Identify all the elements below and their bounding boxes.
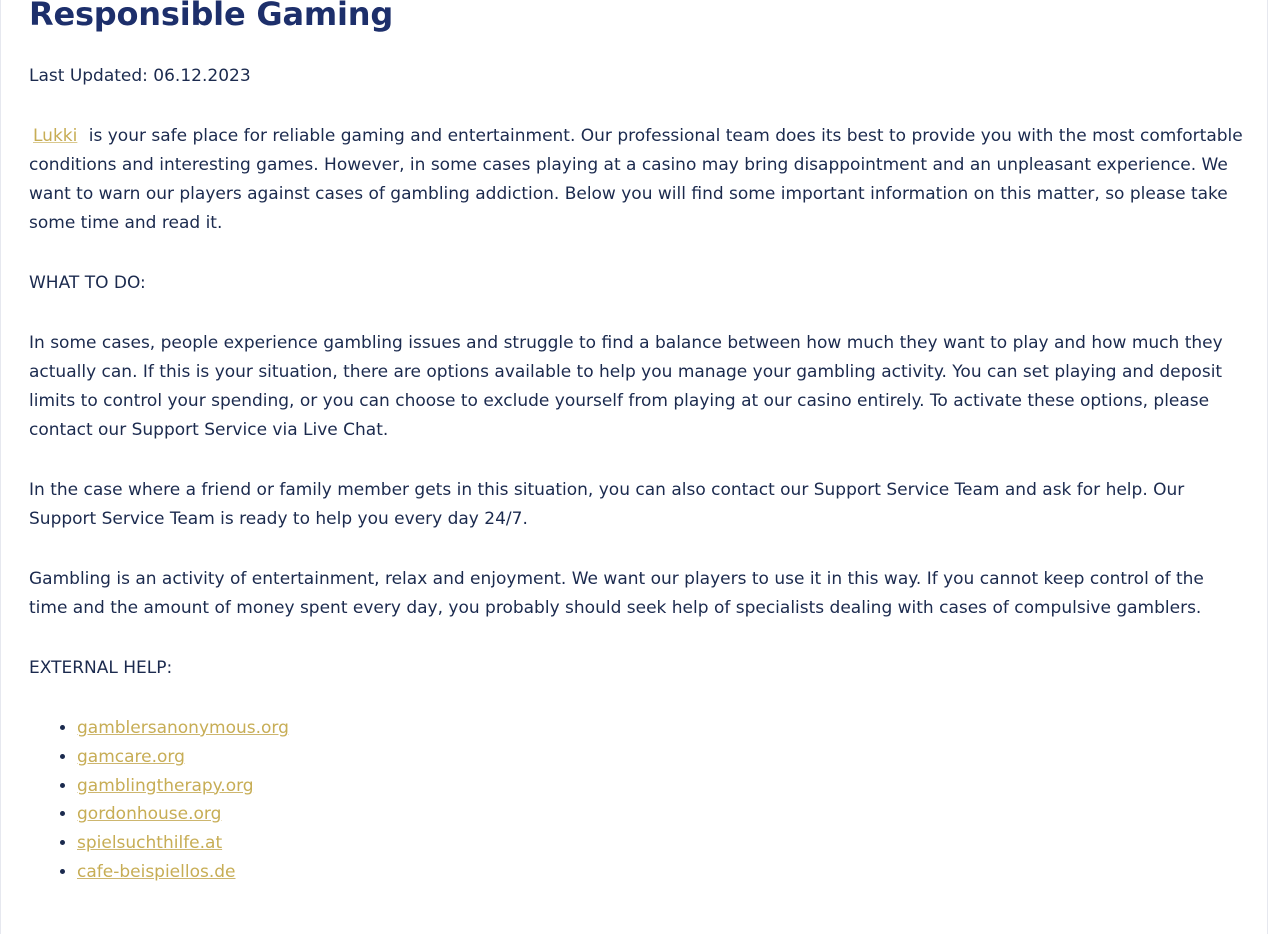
intro-text: is your safe place for reliable gaming and entertainment. Our professional team does its best to provide you with the most comfortable conditions and interesting games. However, in some cases playing at a casino may bring disappointment and an unpleasant experience. We want to warn our players against cases of gambling addiction. Below you will find some important information on this matter, so please take some time and read it. [29, 126, 1243, 233]
link-gamblersanonymous[interactable]: gamblersanonymous.org [77, 718, 289, 738]
list-item [77, 858, 1244, 887]
list-item [77, 714, 1244, 743]
link-gordonhouse[interactable]: gordonhouse.org [77, 804, 222, 825]
external-help-list [29, 714, 1244, 887]
list-item [77, 772, 1244, 801]
last-updated: Last Updated: 06.12.2023 [29, 66, 251, 86]
link-spielsuchthilfe[interactable]: spielsuchthilfe.at [77, 833, 223, 854]
article [29, 0, 1244, 887]
friend-family-paragraph: In the case where a friend or family member gets in this situation, you can also contact our Support Service Team and ask for help. Our Support Service Team is ready to help you every day 24/7. [29, 480, 1185, 529]
options-paragraph: In some cases, people experience gambling issues and struggle to find a balance between how much they want to play and how much they actually can. If this is your situation, there are options available to help you manage your gambling activity. You can set playing and deposit limits to control your spending, or you can choose to exclude yourself from playing at our casino entirely. To activate these options, please contact our Support Service via Live Chat. [29, 333, 1223, 440]
page-title: Responsible Gaming [29, 0, 394, 33]
list-item [77, 800, 1244, 829]
entertainment-paragraph: Gambling is an activity of entertainment, relax and enjoyment. We want our players to use it in this way. If you cannot keep control of the time and the amount of money spent every day, you probably should seek help of specialists dealing with cases of compulsive gamblers. [29, 569, 1204, 618]
intro-paragraph [29, 122, 1244, 238]
link-cafe-beispiellos[interactable]: cafe-beispiellos.de [77, 861, 236, 882]
link-gamcare[interactable]: gamcare.org [77, 746, 185, 767]
external-help-heading: EXTERNAL HELP: [29, 658, 173, 678]
list-item [77, 743, 1244, 772]
link-gamblingtherapy[interactable]: gamblingtherapy.org [77, 775, 254, 796]
list-item [77, 829, 1244, 858]
brand-link[interactable]: Lukki [33, 126, 78, 146]
what-to-do-heading: WHAT TO DO: [29, 273, 146, 293]
